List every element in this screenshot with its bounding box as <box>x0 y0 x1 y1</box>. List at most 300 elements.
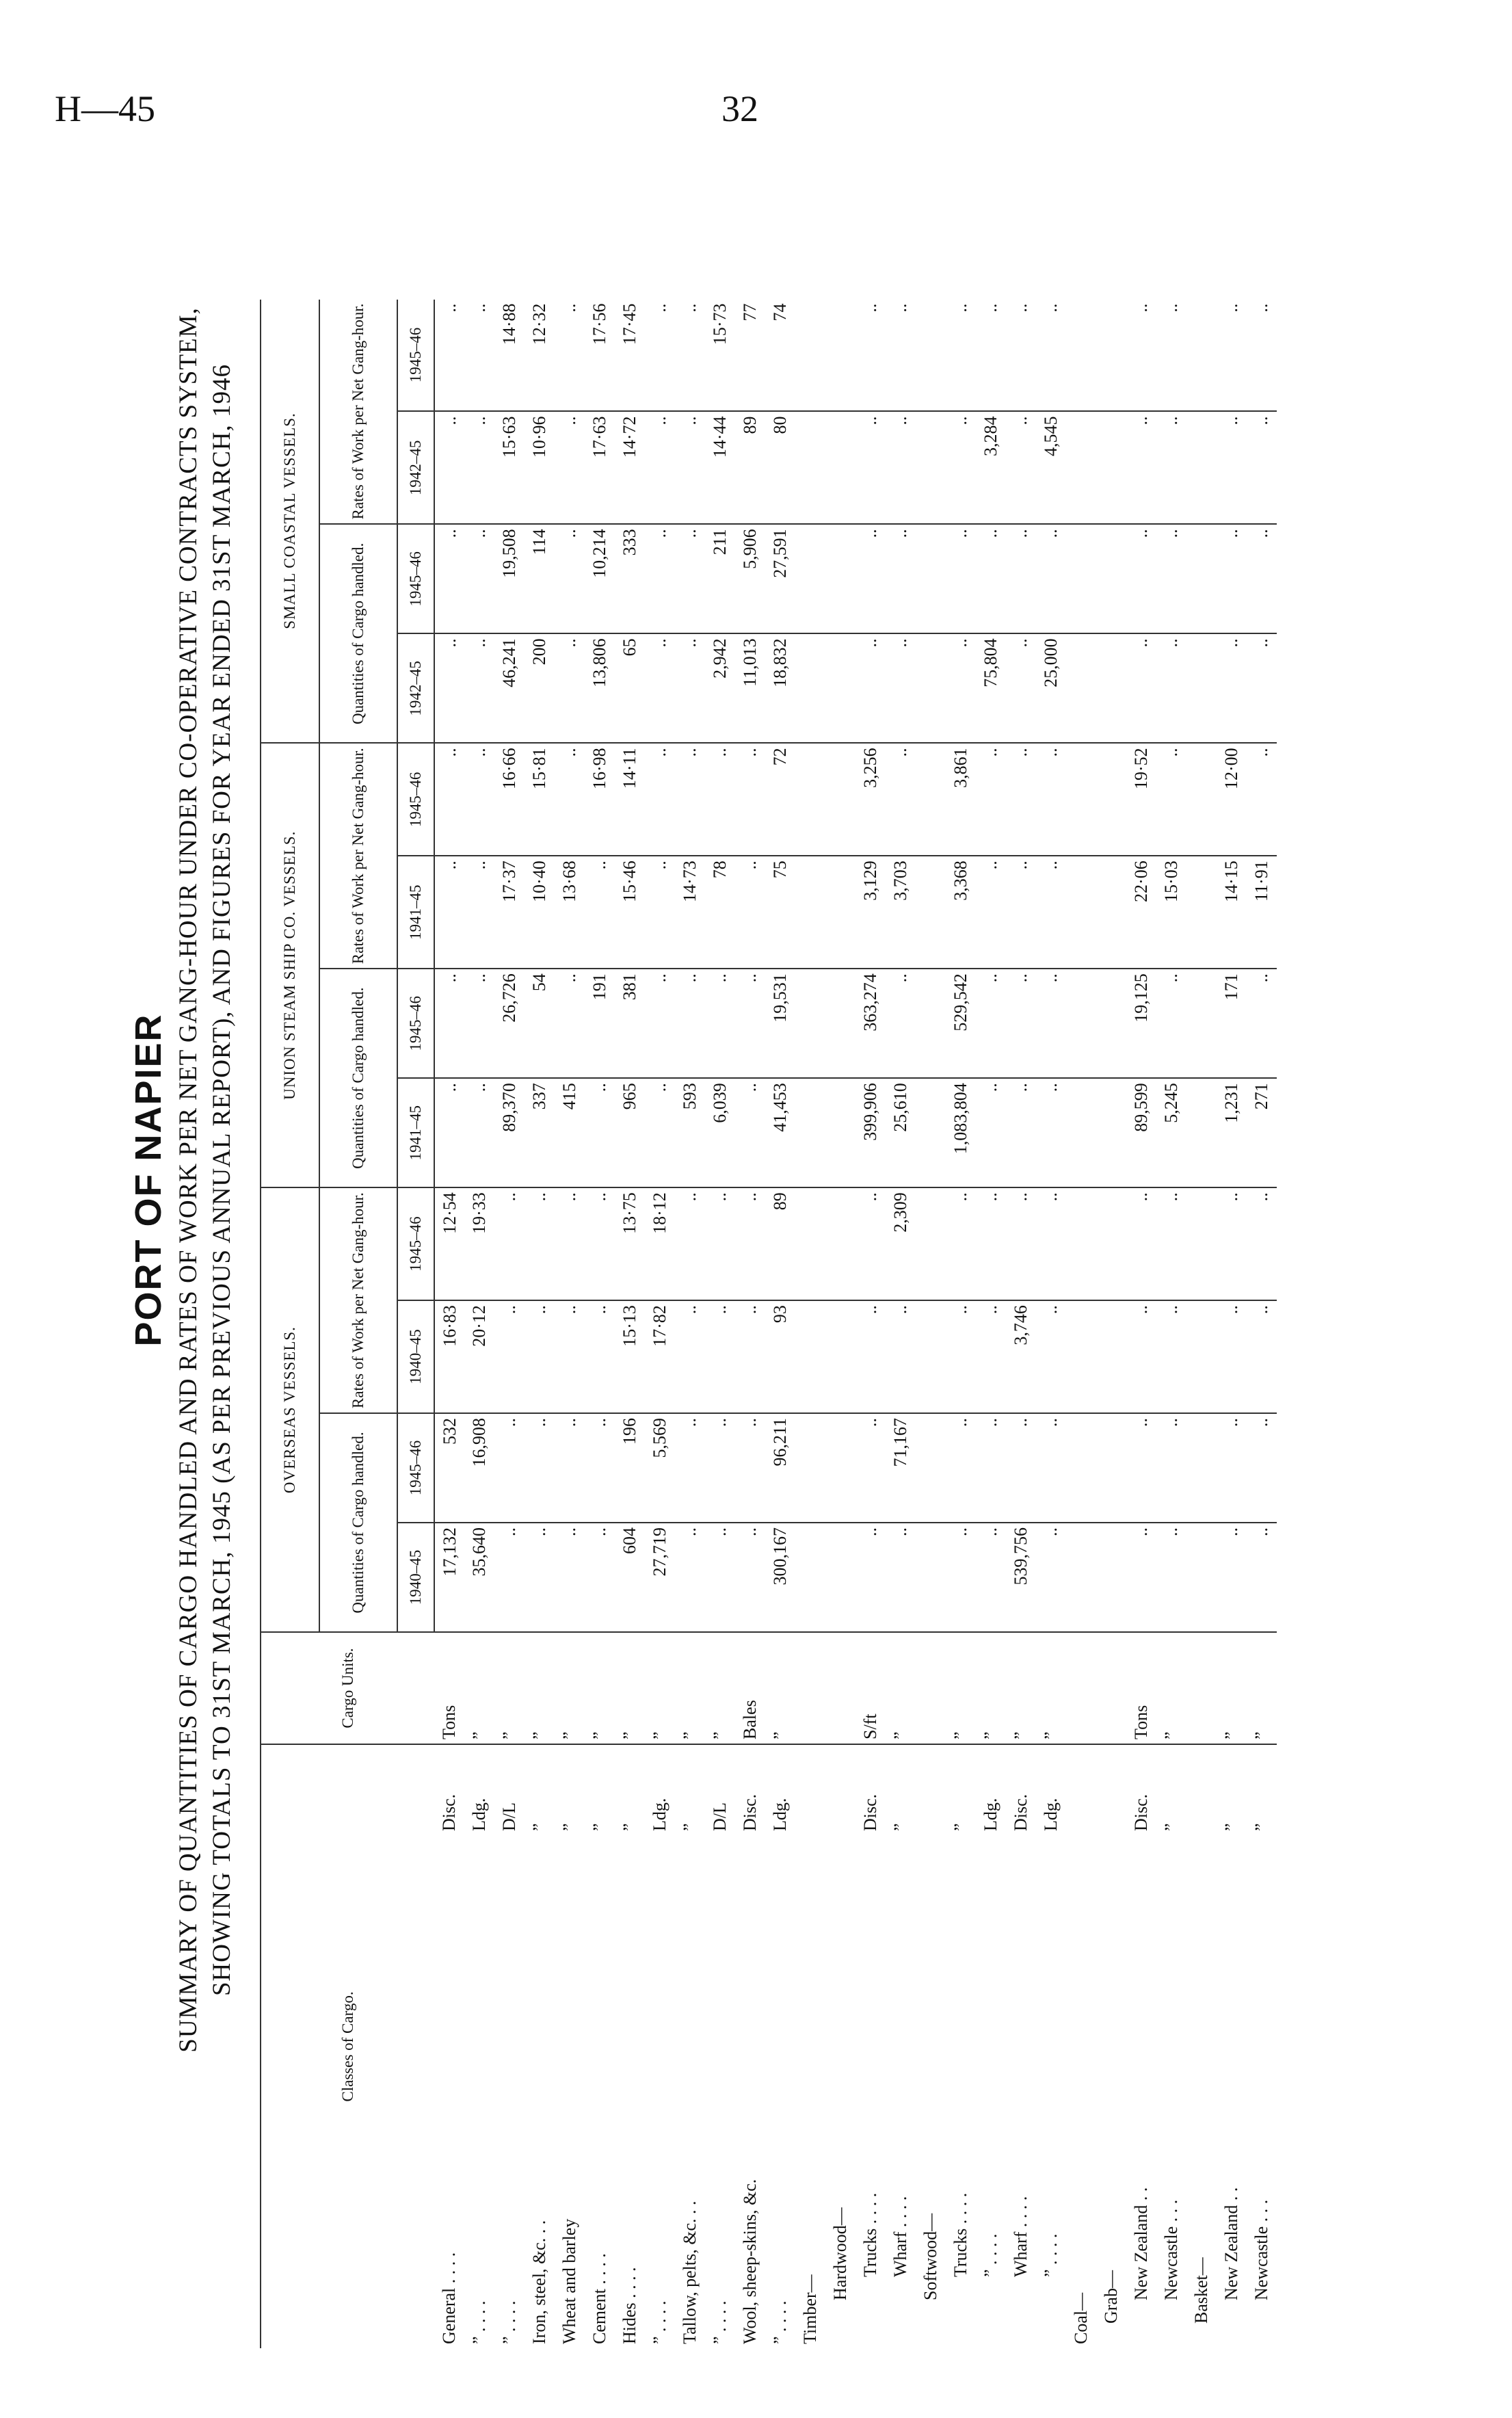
header-year: 1945–46 <box>397 524 434 633</box>
value-cell: 54 <box>525 969 555 1078</box>
value-cell: 15·46 <box>615 856 645 969</box>
value-cell: 593 <box>675 1078 705 1187</box>
value-cell <box>795 743 825 856</box>
value-cell: .. <box>946 1413 976 1523</box>
value-cell: 16·66 <box>494 743 525 856</box>
table-row <box>675 300 705 2348</box>
cargo-unit-cell: ” <box>645 1632 675 1744</box>
handling-mode-cell <box>1096 1744 1126 1835</box>
value-cell: .. <box>645 969 675 1078</box>
value-cell <box>795 1300 825 1413</box>
value-cell <box>1066 856 1096 969</box>
value-cell: .. <box>1036 1187 1066 1300</box>
value-cell: 12·32 <box>525 300 555 412</box>
value-cell: 3,256 <box>856 743 886 856</box>
value-cell <box>1066 1078 1096 1187</box>
value-cell: .. <box>434 743 464 856</box>
table-row <box>1126 300 1156 2348</box>
cargo-class-cell: Softwood— <box>920 2213 940 2300</box>
value-cell <box>825 743 856 856</box>
value-cell: 19,508 <box>494 524 525 633</box>
value-cell <box>1096 1300 1126 1413</box>
value-cell: .. <box>464 743 494 856</box>
value-cell: 96,211 <box>765 1413 795 1523</box>
value-cell: .. <box>645 524 675 633</box>
value-cell: .. <box>525 1523 555 1632</box>
value-cell: 17·37 <box>494 856 525 969</box>
value-cell: 6,039 <box>705 1078 735 1187</box>
value-cell: .. <box>735 1187 765 1300</box>
value-cell <box>1096 1523 1126 1632</box>
value-cell <box>1096 524 1126 633</box>
value-cell: .. <box>1156 300 1186 412</box>
cargo-class-cell: Basket— <box>1191 2257 1211 2324</box>
page-number: 32 <box>721 88 758 129</box>
value-cell: 333 <box>615 524 645 633</box>
value-cell: .. <box>1006 1078 1036 1187</box>
value-cell: .. <box>976 1413 1006 1523</box>
value-cell: .. <box>1217 1187 1247 1300</box>
value-cell: .. <box>946 1187 976 1300</box>
value-cell: .. <box>1247 300 1277 412</box>
value-cell: .. <box>856 633 886 743</box>
table-row <box>825 300 856 2348</box>
value-cell <box>1186 633 1217 743</box>
value-cell: .. <box>585 1413 615 1523</box>
table-body <box>434 300 1277 2348</box>
value-cell: .. <box>856 1300 886 1413</box>
value-cell: .. <box>675 411 705 524</box>
cargo-class-cell: ” . . . . <box>650 2300 669 2344</box>
value-cell: 41,453 <box>765 1078 795 1187</box>
value-cell: 271 <box>1247 1078 1277 1187</box>
value-cell: .. <box>946 1523 976 1632</box>
page-reference: H—45 <box>55 88 155 129</box>
value-cell <box>1066 633 1096 743</box>
value-cell <box>795 1523 825 1632</box>
value-cell: .. <box>946 411 976 524</box>
value-cell: .. <box>1247 411 1277 524</box>
value-cell <box>1186 1187 1217 1300</box>
value-cell <box>795 1187 825 1300</box>
value-cell: 19,531 <box>765 969 795 1078</box>
handling-mode-cell: ” <box>559 1823 579 1831</box>
value-cell: .. <box>1006 300 1036 412</box>
table-row <box>946 300 976 2348</box>
value-cell: .. <box>946 1300 976 1413</box>
cargo-class-cell: ” . . . . <box>499 2300 519 2344</box>
value-cell <box>1066 411 1096 524</box>
value-cell: 3,129 <box>856 856 886 969</box>
value-cell: 13·68 <box>555 856 585 969</box>
header-rates: Rates of Work per Net Gang-hour. <box>319 1187 397 1413</box>
value-cell: .. <box>464 633 494 743</box>
value-cell: 3,368 <box>946 856 976 969</box>
value-cell: 15·73 <box>705 300 735 412</box>
value-cell: 93 <box>765 1300 795 1413</box>
value-cell: .. <box>675 743 705 856</box>
cargo-unit-cell <box>1096 1632 1126 1744</box>
value-cell <box>1096 1187 1126 1300</box>
header-year: 1945–46 <box>397 969 434 1078</box>
value-cell: 5,906 <box>735 524 765 633</box>
value-cell: .. <box>525 1413 555 1523</box>
value-cell: .. <box>705 1413 735 1523</box>
cargo-class-cell: Trucks . . . . <box>951 2192 970 2277</box>
value-cell: .. <box>886 1300 916 1413</box>
handling-mode-cell: Ldg. <box>981 1798 1000 1831</box>
value-cell: .. <box>645 1078 675 1187</box>
value-cell: 5,245 <box>1156 1078 1186 1187</box>
value-cell: 12·00 <box>1217 743 1247 856</box>
value-cell <box>1096 633 1126 743</box>
value-cell: .. <box>976 969 1006 1078</box>
cargo-class-cell: General . . . . <box>439 2252 459 2344</box>
cargo-class-cell: Iron, steel, &c. . . <box>529 2220 549 2344</box>
value-cell <box>825 856 856 969</box>
value-cell: .. <box>976 1187 1006 1300</box>
value-cell <box>1186 524 1217 633</box>
value-cell: .. <box>1126 1187 1156 1300</box>
value-cell: .. <box>1006 969 1036 1078</box>
value-cell: .. <box>856 1187 886 1300</box>
cargo-class-cell: Wharf . . . . <box>890 2196 910 2277</box>
value-cell: .. <box>675 1300 705 1413</box>
table-row <box>1006 300 1036 2348</box>
value-cell: .. <box>1156 743 1186 856</box>
header-quantities: Quantities of Cargo handled. <box>319 969 397 1187</box>
value-cell: 89,370 <box>494 1078 525 1187</box>
value-cell <box>916 1187 946 1300</box>
handling-mode-cell <box>795 1744 825 1835</box>
table-row <box>886 300 916 2348</box>
value-cell: 26,726 <box>494 969 525 1078</box>
value-cell: .. <box>434 633 464 743</box>
header-cargo-units: Cargo Units. <box>261 1632 434 1744</box>
value-cell <box>1066 1300 1096 1413</box>
table-row <box>1156 300 1186 2348</box>
cargo-unit-cell: ” <box>946 1632 976 1744</box>
handling-mode-cell: Ldg. <box>469 1798 489 1831</box>
value-cell: .. <box>494 1523 525 1632</box>
table-row <box>976 300 1006 2348</box>
value-cell <box>916 856 946 969</box>
value-cell: .. <box>856 524 886 633</box>
value-cell: 14·88 <box>494 300 525 412</box>
header-year: 1945–46 <box>397 1413 434 1523</box>
cargo-unit-cell: Tons <box>434 1632 464 1744</box>
page-title: PORT OF NAPIER <box>128 1013 169 1347</box>
header-year: 1945–46 <box>397 1187 434 1300</box>
value-cell: 89 <box>735 411 765 524</box>
value-cell: .. <box>1247 743 1277 856</box>
value-cell: .. <box>1126 633 1156 743</box>
cargo-class-cell: Newcastle . . . <box>1251 2199 1271 2300</box>
value-cell: 114 <box>525 524 555 633</box>
value-cell <box>1186 1300 1217 1413</box>
header-year: 1941–45 <box>397 1078 434 1187</box>
value-cell: .. <box>434 524 464 633</box>
value-cell: .. <box>525 1187 555 1300</box>
header-year: 1945–46 <box>397 300 434 412</box>
value-cell: 399,906 <box>856 1078 886 1187</box>
cargo-class-cell: ” . . . . <box>770 2300 790 2344</box>
value-cell: 18,832 <box>765 633 795 743</box>
value-cell: .. <box>1006 856 1036 969</box>
value-cell: .. <box>1217 1523 1247 1632</box>
cargo-unit-cell <box>795 1632 825 1744</box>
cargo-unit-cell: ” <box>675 1632 705 1744</box>
table-row <box>1186 300 1217 2348</box>
value-cell: 75,804 <box>976 633 1006 743</box>
value-cell: 13·75 <box>615 1187 645 1300</box>
value-cell: 1,231 <box>1217 1078 1247 1187</box>
value-cell: .. <box>856 1413 886 1523</box>
value-cell: .. <box>1247 633 1277 743</box>
value-cell: .. <box>464 411 494 524</box>
value-cell: 10·96 <box>525 411 555 524</box>
value-cell: .. <box>1036 969 1066 1078</box>
value-cell: 15·81 <box>525 743 555 856</box>
value-cell <box>825 1523 856 1632</box>
value-cell: .. <box>555 524 585 633</box>
value-cell: 27,719 <box>645 1523 675 1632</box>
value-cell: 11·91 <box>1247 856 1277 969</box>
cargo-class-cell: Tallow, pelts, &c. . . <box>680 2200 700 2344</box>
value-cell: 5,569 <box>645 1413 675 1523</box>
value-cell: 17·56 <box>585 300 615 412</box>
value-cell <box>825 300 856 412</box>
value-cell: .. <box>675 633 705 743</box>
table-row <box>1036 300 1066 2348</box>
value-cell <box>795 411 825 524</box>
value-cell: 19·33 <box>464 1187 494 1300</box>
value-cell: 4,545 <box>1036 411 1066 524</box>
value-cell <box>1096 1413 1126 1523</box>
value-cell: .. <box>1247 524 1277 633</box>
cargo-class-cell: Hardwood— <box>830 2207 850 2300</box>
header-classes-of-cargo: Classes of Cargo. <box>339 1991 356 2102</box>
value-cell: .. <box>976 856 1006 969</box>
cargo-class-cell: New Zealand . . <box>1221 2187 1241 2300</box>
value-cell: 22·06 <box>1126 856 1156 969</box>
cargo-class-cell: Grab— <box>1101 2270 1121 2324</box>
value-cell <box>825 969 856 1078</box>
header-group-coastal: SMALL COASTAL VESSELS. <box>261 300 319 744</box>
handling-mode-cell: ” <box>890 1823 910 1831</box>
value-cell: .. <box>434 300 464 412</box>
value-cell: 77 <box>735 300 765 412</box>
value-cell <box>825 411 856 524</box>
cargo-unit-cell: ” <box>1006 1632 1036 1744</box>
value-cell <box>1096 856 1126 969</box>
value-cell: .. <box>434 969 464 1078</box>
value-cell: .. <box>1247 969 1277 1078</box>
value-cell: .. <box>886 300 916 412</box>
value-cell: .. <box>585 1300 615 1413</box>
handling-mode-cell: ” <box>529 1823 549 1831</box>
value-cell: 1,083,804 <box>946 1078 976 1187</box>
value-cell <box>916 411 946 524</box>
table-row <box>916 300 946 2348</box>
value-cell <box>795 1078 825 1187</box>
value-cell: .. <box>645 743 675 856</box>
cargo-unit-cell: ” <box>555 1632 585 1744</box>
value-cell <box>916 633 946 743</box>
value-cell: .. <box>976 300 1006 412</box>
handling-mode-cell: Ldg. <box>650 1798 669 1831</box>
header-year: 1942–45 <box>397 633 434 743</box>
table-row <box>795 300 825 2348</box>
value-cell: .. <box>555 743 585 856</box>
value-cell: 65 <box>615 633 645 743</box>
cargo-unit-cell: ” <box>494 1632 525 1744</box>
table-row <box>615 300 645 2348</box>
value-cell: 300,167 <box>765 1523 795 1632</box>
value-cell: .. <box>585 1078 615 1187</box>
heading-line-2: SHOWING TOTALS TO 31ST MARCH, 1945 (AS PER PREVIOUS ANNUAL REPORT), AND FIGURES FOR YEAR ENDED 31ST MARCH, 1946 <box>208 364 236 1997</box>
cargo-class-cell: Wool, sheep-skins, &c. <box>740 2179 760 2344</box>
value-cell: 17·45 <box>615 300 645 412</box>
handling-mode-cell: Ldg. <box>770 1798 790 1831</box>
value-cell: .. <box>1006 524 1036 633</box>
cargo-unit-cell: ” <box>1156 1632 1186 1744</box>
table-row <box>585 300 615 2348</box>
cargo-class-cell: Timber— <box>800 2274 820 2344</box>
table-row <box>735 300 765 2348</box>
value-cell <box>1066 1523 1096 1632</box>
value-cell: .. <box>494 1300 525 1413</box>
value-cell: .. <box>464 969 494 1078</box>
header-rates: Rates of Work per Net Gang-hour. <box>319 743 397 969</box>
table-row <box>1247 300 1277 2348</box>
header-quantities: Quantities of Cargo handled. <box>319 1413 397 1632</box>
value-cell: .. <box>735 1300 765 1413</box>
value-cell: .. <box>1217 524 1247 633</box>
value-cell: 46,241 <box>494 633 525 743</box>
value-cell: 532 <box>434 1413 464 1523</box>
value-cell: .. <box>1036 524 1066 633</box>
cargo-class-cell: ” . . . . <box>981 2233 1000 2277</box>
value-cell <box>825 1413 856 1523</box>
value-cell: .. <box>555 969 585 1078</box>
value-cell <box>825 1300 856 1413</box>
cargo-class-cell: Newcastle . . . <box>1161 2199 1181 2300</box>
value-cell: .. <box>645 856 675 969</box>
value-cell: .. <box>1126 300 1156 412</box>
value-cell: .. <box>675 1523 705 1632</box>
table-row <box>856 300 886 2348</box>
value-cell: .. <box>555 1300 585 1413</box>
value-cell: .. <box>1036 743 1066 856</box>
cargo-unit-cell: ” <box>976 1632 1006 1744</box>
value-cell <box>916 1523 946 1632</box>
handling-mode-cell: ” <box>620 1823 639 1831</box>
value-cell: .. <box>675 1187 705 1300</box>
value-cell: .. <box>705 743 735 856</box>
value-cell: 10·40 <box>525 856 555 969</box>
cargo-class-cell: Wheat and barley <box>559 2218 579 2344</box>
handling-mode-cell <box>916 1744 946 1835</box>
value-cell: 604 <box>615 1523 645 1632</box>
value-cell: 200 <box>525 633 555 743</box>
value-cell: .. <box>585 856 615 969</box>
value-cell: .. <box>1247 1523 1277 1632</box>
cargo-unit-cell: ” <box>525 1632 555 1744</box>
value-cell: .. <box>494 1413 525 1523</box>
cargo-class-cell: Wharf . . . . <box>1011 2196 1031 2277</box>
value-cell: 78 <box>705 856 735 969</box>
value-cell: 25,000 <box>1036 633 1066 743</box>
table-row <box>525 300 555 2348</box>
value-cell: 191 <box>585 969 615 1078</box>
value-cell: .. <box>1247 1187 1277 1300</box>
value-cell: .. <box>1156 1413 1186 1523</box>
table-row <box>1066 300 1096 2348</box>
value-cell: .. <box>645 300 675 412</box>
cargo-unit-cell <box>825 1632 856 1744</box>
handling-mode-cell: D/L <box>710 1802 730 1831</box>
value-cell: 539,756 <box>1006 1523 1036 1632</box>
header-year: 1941–45 <box>397 856 434 969</box>
value-cell: 17·82 <box>645 1300 675 1413</box>
value-cell: 11,013 <box>735 633 765 743</box>
cargo-unit-cell: ” <box>1247 1632 1277 1744</box>
cargo-summary-table <box>260 300 1277 2348</box>
handling-mode-cell: ” <box>589 1823 609 1831</box>
value-cell: 15·63 <box>494 411 525 524</box>
value-cell: .. <box>464 856 494 969</box>
handling-mode-cell: Disc. <box>740 1793 760 1831</box>
value-cell <box>1066 300 1096 412</box>
value-cell: .. <box>1126 1413 1156 1523</box>
value-cell <box>1096 300 1126 412</box>
value-cell: .. <box>735 856 765 969</box>
handling-mode-cell: ” <box>1161 1823 1181 1831</box>
value-cell: .. <box>705 969 735 1078</box>
value-cell: .. <box>1217 1413 1247 1523</box>
value-cell <box>825 1078 856 1187</box>
value-cell <box>1066 969 1096 1078</box>
value-cell <box>1096 1078 1126 1187</box>
value-cell <box>825 1187 856 1300</box>
value-cell: .. <box>434 411 464 524</box>
cargo-unit-cell <box>916 1632 946 1744</box>
handling-mode-cell <box>1186 1744 1217 1835</box>
value-cell: 10,214 <box>585 524 615 633</box>
value-cell: .. <box>1126 1300 1156 1413</box>
value-cell: .. <box>585 1523 615 1632</box>
value-cell: .. <box>675 300 705 412</box>
value-cell <box>1096 743 1126 856</box>
cargo-unit-cell: ” <box>765 1632 795 1744</box>
value-cell: 17,132 <box>434 1523 464 1632</box>
value-cell: .. <box>1156 411 1186 524</box>
value-cell <box>825 524 856 633</box>
value-cell: .. <box>886 743 916 856</box>
value-cell <box>1186 1523 1217 1632</box>
value-cell: .. <box>555 411 585 524</box>
value-cell: .. <box>1036 856 1066 969</box>
value-cell: .. <box>555 1187 585 1300</box>
value-cell: 16·83 <box>434 1300 464 1413</box>
value-cell: 3,703 <box>886 856 916 969</box>
handling-mode-cell: Disc. <box>860 1793 880 1831</box>
value-cell: .. <box>1247 1413 1277 1523</box>
value-cell: .. <box>1217 633 1247 743</box>
value-cell <box>795 969 825 1078</box>
value-cell: 2,309 <box>886 1187 916 1300</box>
